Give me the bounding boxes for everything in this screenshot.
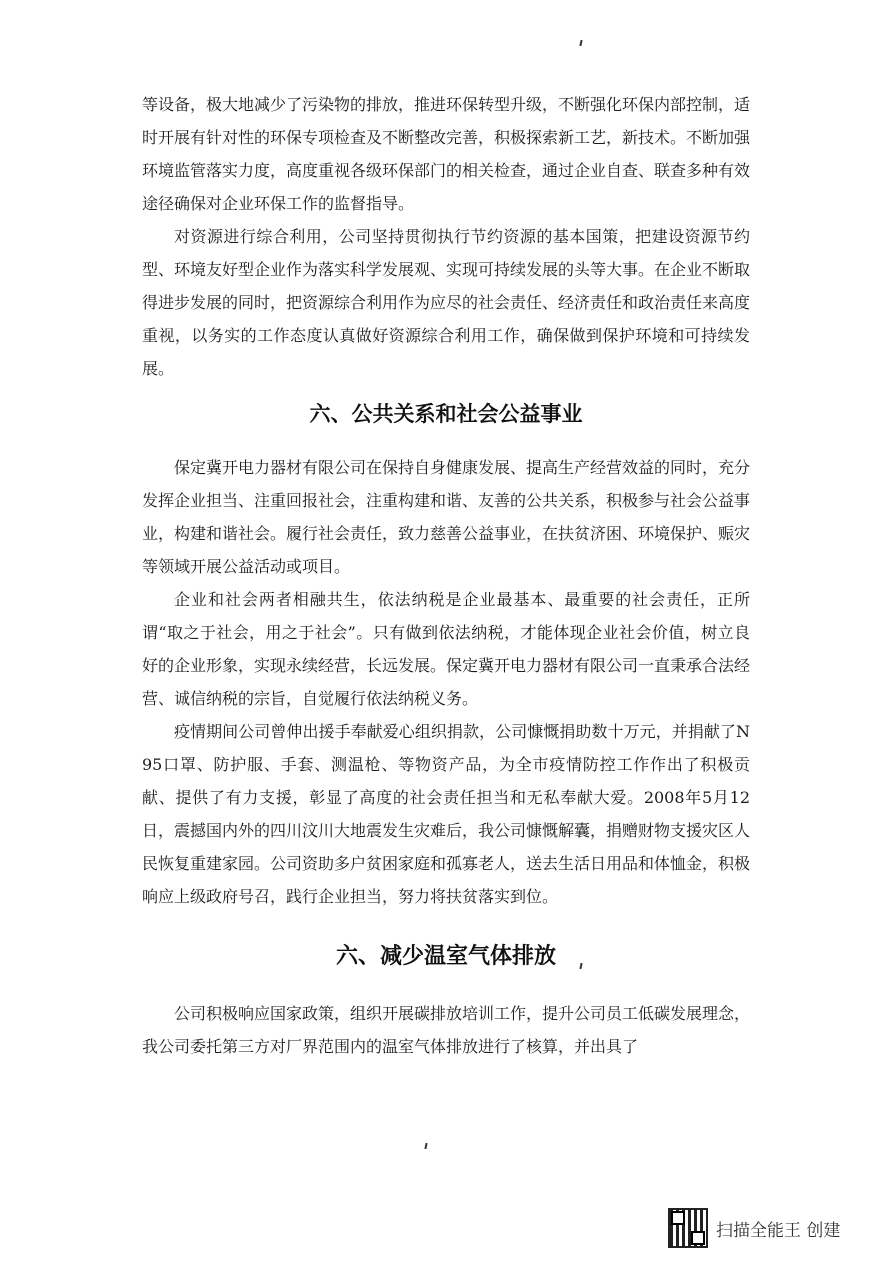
scanner-watermark (668, 1206, 840, 1250)
paragraph-environmental-control: 等设备，极大地减少了污染物的排放，推进环保转型升级，不断强化环保内部控制，适时开展有针对性的环保专项检查及不断整改完善，积极探索新工艺，新技术。不断加强环境监管落实力度，高度重视各级环保部门的相关检查，通过企业自查、联查多种有效途径确保对企业环保工作的监督指导。 (142, 95, 751, 213)
paragraph-carbon-emissions: 公司积极响应国家政策，组织开展碳排放培训工作，提升公司员工低碳发展理念，我公司委托第三方对厂界范围内的温室气体排放进行了核算，并出具了 (142, 1004, 751, 1056)
section-heading-greenhouse-gas: 六、减少温室气体排放 (335, 944, 556, 969)
qr-code-icon (668, 1208, 708, 1248)
scan-speck (579, 40, 582, 46)
paragraph-public-welfare: 保定冀开电力器材有限公司在保持自身健康发展、提高生产经营效益的同时，充分发挥企业担当、注重回报社会，注重构建和谐、友善的公共关系，积极参与社会公益事业，构建和谐社会。履行社会责任，致力慈善公益事业，在扶贫济困、环境保护、赈灾等领域开展公益活动或项目。 (142, 458, 751, 576)
paragraph-resource-utilization: 对资源进行综合利用，公司坚持贯彻执行节约资源的基本国策，把建设资源节约型、环境友好型企业作为落实科学发展观、实现可持续发展的头等大事。在企业不断取得进步发展的同时，把资源综合利用作为应尽的社会责任、经济责任和政治责任来高度重视，以务实的工作态度认真做好资源综合利用工作，确保做到保护环境和可持续发展。 (142, 227, 751, 378)
paragraph-donations: 疫情期间公司曾伸出援手奉献爱心组织捐款，公司慷慨捐助数十万元，并捐献了N95口罩、防护服、手套、测温枪、等物资产品，为全市疫情防控工作作出了积极贡献、提供了有力支援，彰显了高度的社会责任担当和无私奉献大爱。2008年5月12日，震撼国内外的四川汶川大地震发生灾难后，我公司慷慨解囊，捐赠财物支援灾区人民恢复重建家园。公司资助多户贫困家庭和孤寡老人，送去生活日用品和体恤金，积极响应上级政府号召，践行企业担当，努力将扶贫落实到位。 (142, 722, 751, 906)
paragraph-tax-compliance: 企业和社会两者相融共生，依法纳税是企业最基本、最重要的社会责任，正所谓“取之于社会，用之于社会”。只有做到依法纳税，才能体现企业社会价值，树立良好的企业形象，实现永续经营，长远发展。保定冀开电力器材有限公司一直秉承合法经营、诚信纳税的宗旨，自觉履行依法纳税义务。 (142, 590, 751, 708)
document-body (142, 88, 750, 1063)
scanner-label: 扫描全能王 创建 (716, 1220, 841, 1241)
section-heading-public-relations: 六、公共关系和社会公益事业 (309, 402, 583, 426)
scan-speck (424, 1143, 427, 1149)
